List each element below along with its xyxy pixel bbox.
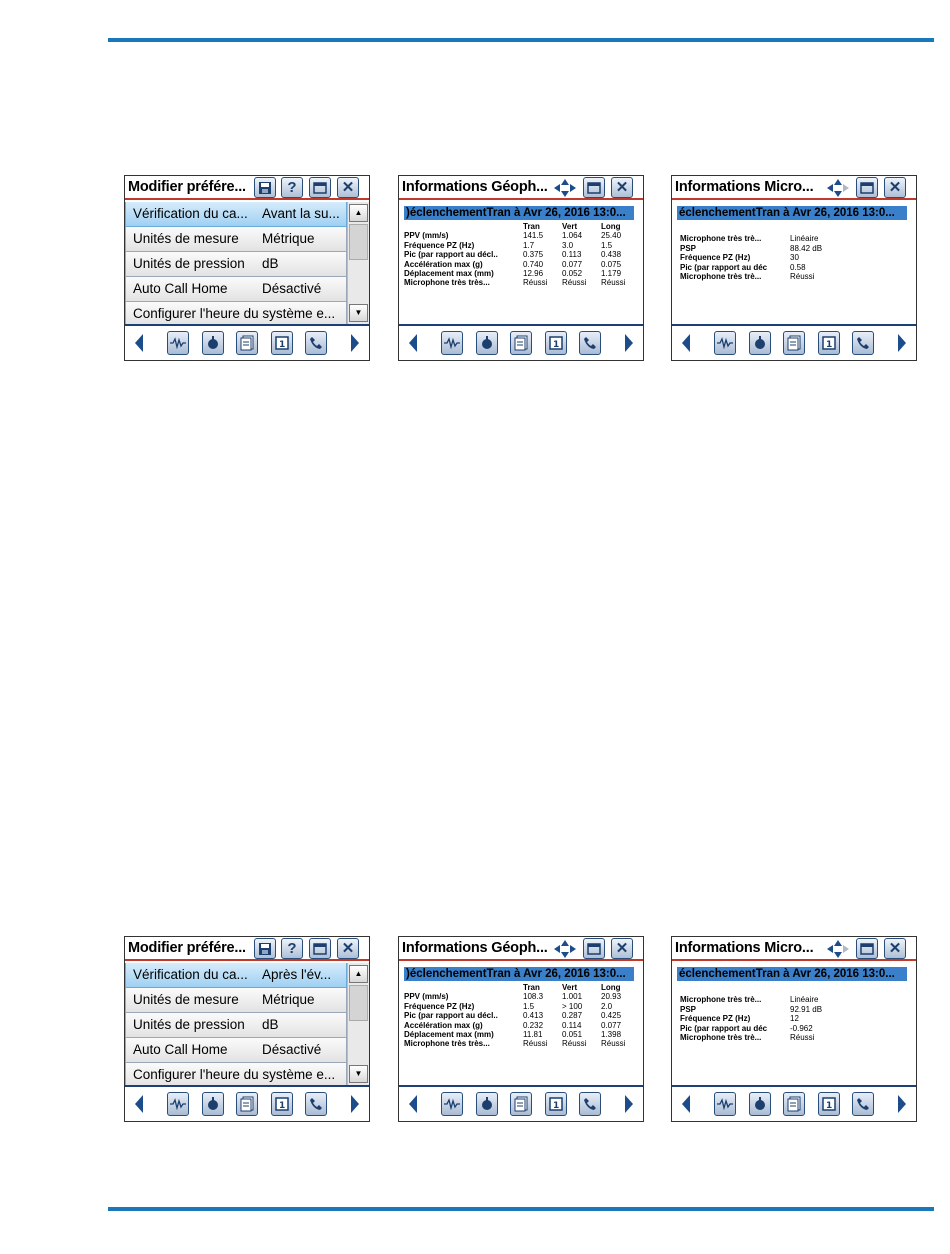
pref-value: Désactivé <box>262 281 322 296</box>
sensor-icon[interactable] <box>476 331 498 355</box>
scroll-thumb[interactable] <box>349 224 368 260</box>
pref-label: Unités de pression <box>133 256 245 271</box>
cell-long: 2.0 <box>601 1001 613 1011</box>
col-long: Long <box>601 222 621 231</box>
screen-title: Informations Micro... <box>675 940 814 956</box>
waveform-icon[interactable] <box>714 1092 736 1116</box>
list-item[interactable] <box>125 252 347 277</box>
row-label: Fréquence PZ (Hz) <box>404 240 475 250</box>
calendar-icon[interactable] <box>271 331 293 355</box>
row-label: PPV (mm/s) <box>404 992 449 1002</box>
close-icon[interactable]: ✕ <box>611 177 633 198</box>
documents-icon[interactable] <box>783 1092 805 1116</box>
cell-tran: 12.96 <box>523 268 544 278</box>
bottom-toolbar <box>125 1085 369 1121</box>
cell-vert: Réussi <box>562 1039 587 1049</box>
preferences-screen <box>124 175 370 361</box>
calendar-icon[interactable] <box>271 1092 293 1116</box>
cell-long: Réussi <box>601 1039 626 1049</box>
right-arrow-icon[interactable] <box>625 334 633 352</box>
cell-tran: 11.81 <box>523 1029 543 1039</box>
col-tran: Tran <box>523 983 540 992</box>
microphone-info-screen <box>671 175 917 361</box>
pref-value: Après l'év... <box>262 967 332 982</box>
pref-label: Unités de mesure <box>133 992 239 1007</box>
pref-label: Configurer l'heure du système e... <box>133 1067 336 1082</box>
scroll-down-button[interactable]: ▼ <box>349 304 368 322</box>
window-icon[interactable] <box>583 938 605 959</box>
pref-value: dB <box>262 1017 279 1032</box>
phone-icon[interactable] <box>305 331 327 355</box>
list-item[interactable] <box>125 277 347 302</box>
row-label: Accélération max (g) <box>404 259 483 269</box>
cell-tran: 1.5 <box>523 1001 535 1011</box>
cell-vert: 1.064 <box>562 231 583 241</box>
left-arrow-icon[interactable] <box>682 334 690 352</box>
cell-tran: 0.232 <box>523 1020 544 1030</box>
left-arrow-icon[interactable] <box>135 1095 143 1113</box>
title-bar <box>125 176 369 200</box>
pref-label: Auto Call Home <box>133 1042 228 1057</box>
geophone-info-screen <box>398 936 644 1122</box>
cell-tran: 141.5 <box>523 231 544 241</box>
pref-label: Configurer l'heure du système e... <box>133 306 336 321</box>
cell-vert: > 100 <box>562 1001 583 1011</box>
cell-long: 0.425 <box>601 1011 622 1021</box>
preferences-screen <box>124 936 370 1122</box>
sensor-icon[interactable] <box>749 1092 771 1116</box>
row-value: 0.58 <box>790 262 806 272</box>
left-arrow-icon[interactable] <box>409 1095 417 1113</box>
row-value: Réussi <box>790 1033 815 1043</box>
documents-icon[interactable] <box>236 1092 258 1116</box>
close-icon[interactable]: ✕ <box>337 177 359 198</box>
row-label: Microphone très trè... <box>680 234 762 243</box>
list-item[interactable] <box>125 227 347 252</box>
sensor-icon[interactable] <box>202 1092 224 1116</box>
trigger-bar[interactable]: éclenchementTran à Avr 26, 2016 13:0... <box>677 206 907 220</box>
pref-value: dB <box>262 256 279 271</box>
row-label: PPV (mm/s) <box>404 231 449 241</box>
row-label: Pic (par rapport au déc <box>680 1023 768 1033</box>
list-item[interactable] <box>125 1038 347 1063</box>
move-arrows-icon[interactable] <box>827 179 849 197</box>
svg-text:1: 1 <box>279 1101 286 1111</box>
screen-title: Informations Géoph... <box>402 940 548 956</box>
calendar-icon[interactable] <box>545 331 567 355</box>
left-arrow-icon[interactable] <box>682 1095 690 1113</box>
waveform-icon[interactable] <box>167 1092 189 1116</box>
trigger-bar[interactable]: )éclenchementTran à Avr 26, 2016 13:0... <box>404 206 634 220</box>
scrollbar[interactable] <box>347 202 369 326</box>
documents-icon[interactable] <box>783 331 805 355</box>
row-label: Déplacement max (mm) <box>404 1029 494 1039</box>
row-label: Fréquence PZ (Hz) <box>404 1001 475 1011</box>
right-arrow-icon[interactable] <box>898 1095 906 1113</box>
right-arrow-icon[interactable] <box>625 1095 633 1113</box>
row-value: 12 <box>790 1014 799 1024</box>
cell-long: 1.5 <box>601 240 613 250</box>
cell-tran: 0.740 <box>523 259 544 269</box>
right-arrow-icon[interactable] <box>351 334 359 352</box>
preferences-list <box>125 202 347 327</box>
scroll-up-button[interactable]: ▲ <box>349 204 368 222</box>
row-label: Pic (par rapport au déc <box>680 262 768 272</box>
screen-title: Informations Micro... <box>675 179 814 195</box>
cell-tran: Réussi <box>523 278 548 288</box>
row-value: Linéaire <box>790 234 819 243</box>
bottom-toolbar <box>672 324 916 360</box>
sensor-icon[interactable] <box>202 331 224 355</box>
list-item[interactable] <box>125 202 347 227</box>
scroll-thumb[interactable] <box>349 985 368 1021</box>
row-value: 88.42 dB <box>790 243 823 253</box>
scroll-up-button[interactable]: ▲ <box>349 965 368 983</box>
right-arrow-icon[interactable] <box>351 1095 359 1113</box>
trigger-bar[interactable]: )éclenchementTran à Avr 26, 2016 13:0... <box>404 967 634 981</box>
right-arrow-icon[interactable] <box>898 334 906 352</box>
svg-text:1: 1 <box>553 1101 560 1111</box>
window-icon[interactable] <box>309 177 331 198</box>
save-icon[interactable] <box>254 177 276 198</box>
cell-long: 25.40 <box>601 231 622 241</box>
screen-title: Informations Géoph... <box>402 179 548 195</box>
row-value: Linéaire <box>790 995 819 1004</box>
row-label: PSP <box>680 1004 697 1014</box>
row-label: Fréquence PZ (Hz) <box>680 1014 751 1024</box>
documents-icon[interactable] <box>510 1092 532 1116</box>
cell-long: 0.075 <box>601 259 622 269</box>
phone-icon[interactable] <box>305 1092 327 1116</box>
title-bar <box>672 937 916 961</box>
bottom-rule <box>108 1207 934 1211</box>
row-label: Microphone très trè... <box>680 272 762 282</box>
pref-label: Unités de pression <box>133 1017 245 1032</box>
window-icon[interactable] <box>309 938 331 959</box>
row-label: Microphone très très... <box>404 1039 490 1049</box>
pref-label: Vérification du ca... <box>133 206 248 221</box>
close-icon[interactable]: ✕ <box>884 177 906 198</box>
cell-vert: Réussi <box>562 278 587 288</box>
cell-vert: 3.0 <box>562 240 574 250</box>
pref-label: Auto Call Home <box>133 281 228 296</box>
scrollbar[interactable] <box>347 963 369 1087</box>
sensor-icon[interactable] <box>749 331 771 355</box>
phone-icon[interactable] <box>852 331 874 355</box>
save-icon[interactable] <box>254 938 276 959</box>
calendar-icon[interactable] <box>545 1092 567 1116</box>
close-icon[interactable]: ✕ <box>337 938 359 959</box>
preferences-list <box>125 963 347 1088</box>
trigger-bar[interactable]: éclenchementTran à Avr 26, 2016 13:0... <box>677 967 907 981</box>
cell-tran: Réussi <box>523 1039 548 1049</box>
bottom-toolbar <box>399 324 643 360</box>
cell-long: 20.93 <box>601 992 622 1002</box>
window-icon[interactable] <box>856 177 878 198</box>
pref-value: Désactivé <box>262 1042 322 1057</box>
row-label: Pic (par rapport au décl.. <box>404 250 498 260</box>
calendar-icon[interactable] <box>818 331 840 355</box>
cell-vert: 0.052 <box>562 268 583 278</box>
waveform-icon[interactable] <box>167 331 189 355</box>
row-label: PSP <box>680 243 697 253</box>
help-icon[interactable]: ? <box>281 177 303 198</box>
cell-tran: 1.7 <box>523 240 535 250</box>
row-label: Fréquence PZ (Hz) <box>680 253 751 263</box>
phone-icon[interactable] <box>579 1092 601 1116</box>
calendar-icon[interactable] <box>818 1092 840 1116</box>
cell-tran: 0.375 <box>523 250 544 260</box>
row-value: 30 <box>790 253 799 263</box>
cell-tran: 0.413 <box>523 1011 544 1021</box>
documents-icon[interactable] <box>236 331 258 355</box>
svg-text:1: 1 <box>826 1101 833 1111</box>
screen-title: Modifier préfére... <box>128 179 246 195</box>
row-label: Microphone très très... <box>404 278 490 288</box>
bottom-toolbar <box>125 324 369 360</box>
move-arrows-icon[interactable] <box>554 179 576 197</box>
title-bar <box>672 176 916 200</box>
top-rule <box>108 38 934 42</box>
title-bar <box>399 176 643 200</box>
sensor-icon[interactable] <box>476 1092 498 1116</box>
pref-label: Vérification du ca... <box>133 967 248 982</box>
pref-value: Métrique <box>262 231 315 246</box>
row-label: Microphone très trè... <box>680 995 762 1004</box>
row-value: -0.962 <box>790 1023 813 1033</box>
waveform-icon[interactable] <box>441 1092 463 1116</box>
cell-long: 0.077 <box>601 1020 622 1030</box>
waveform-icon[interactable] <box>441 331 463 355</box>
title-bar <box>399 937 643 961</box>
cell-vert: 0.287 <box>562 1011 583 1021</box>
row-value: 92.91 dB <box>790 1004 823 1014</box>
row-label: Déplacement max (mm) <box>404 268 494 278</box>
bottom-toolbar <box>672 1085 916 1121</box>
list-item[interactable] <box>125 963 347 988</box>
move-arrows-icon[interactable] <box>827 940 849 958</box>
title-bar <box>125 937 369 961</box>
row-label: Pic (par rapport au décl.. <box>404 1011 498 1021</box>
col-long: Long <box>601 983 621 992</box>
cell-vert: 0.114 <box>562 1020 582 1030</box>
cell-vert: 0.051 <box>562 1029 583 1039</box>
help-icon[interactable]: ? <box>281 938 303 959</box>
screen-title: Modifier préfére... <box>128 940 246 956</box>
geophone-info-screen <box>398 175 644 361</box>
window-icon[interactable] <box>856 938 878 959</box>
cell-long: 1.398 <box>601 1029 622 1039</box>
move-arrows-icon[interactable] <box>554 940 576 958</box>
row-value: Réussi <box>790 272 815 282</box>
window-icon[interactable] <box>583 177 605 198</box>
cell-tran: 108.3 <box>523 992 544 1002</box>
left-arrow-icon[interactable] <box>409 334 417 352</box>
waveform-icon[interactable] <box>714 331 736 355</box>
cell-vert: 0.077 <box>562 259 583 269</box>
list-item[interactable] <box>125 1013 347 1038</box>
svg-text:1: 1 <box>553 340 560 350</box>
row-label: Accélération max (g) <box>404 1020 483 1030</box>
cell-vert: 0.113 <box>562 250 582 260</box>
pref-label: Unités de mesure <box>133 231 239 246</box>
phone-icon[interactable] <box>852 1092 874 1116</box>
close-icon[interactable]: ✕ <box>611 938 633 959</box>
cell-vert: 1.001 <box>562 992 583 1002</box>
col-vert: Vert <box>562 222 578 231</box>
microphone-info-screen <box>671 936 917 1122</box>
cell-long: Réussi <box>601 278 626 288</box>
svg-text:1: 1 <box>826 340 833 350</box>
left-arrow-icon[interactable] <box>135 334 143 352</box>
bottom-toolbar <box>399 1085 643 1121</box>
cell-long: 0.438 <box>601 250 622 260</box>
col-vert: Vert <box>562 983 578 992</box>
pref-value: Avant la su... <box>262 206 340 221</box>
phone-icon[interactable] <box>579 331 601 355</box>
documents-icon[interactable] <box>510 331 532 355</box>
close-icon[interactable]: ✕ <box>884 938 906 959</box>
col-tran: Tran <box>523 222 540 231</box>
pref-value: Métrique <box>262 992 315 1007</box>
list-item[interactable] <box>125 988 347 1013</box>
scroll-down-button[interactable]: ▼ <box>349 1065 368 1083</box>
svg-text:1: 1 <box>279 340 286 350</box>
row-label: Microphone très trè... <box>680 1033 762 1043</box>
cell-long: 1.179 <box>601 268 622 278</box>
